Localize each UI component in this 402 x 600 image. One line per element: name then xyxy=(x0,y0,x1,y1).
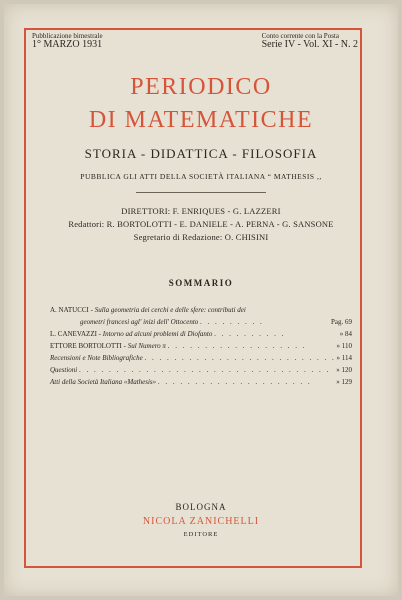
series-volume: Serie IV - Vol. XI - N. 2 xyxy=(261,39,358,50)
directors: DIRETTORI: F. ENRIQUES - G. LAZZERI xyxy=(121,206,281,216)
contents-heading: SOMMARIO xyxy=(168,278,234,288)
toc-leader: . . . . . . . . . . . . . . . . . . . . . . . . . . xyxy=(144,354,336,362)
header-right xyxy=(262,33,358,50)
toc-title: Atti della Società Italiana «Mathesis» xyxy=(50,378,157,386)
issue-date: 1° MARZO 1931 xyxy=(32,39,103,50)
toc-row xyxy=(50,379,352,391)
divider xyxy=(136,192,266,193)
toc-leader: . . . . . . . . . . . . . . . . . . . . . . . . . . . . . . . . . . xyxy=(78,366,331,374)
toc-author: A. NATUCCI - xyxy=(50,306,93,314)
toc-page: » 114 xyxy=(336,354,352,362)
toc-title: Sul Numero π xyxy=(127,342,166,350)
toc-title: geometri francesi agl' inizi dell' Ottocento xyxy=(80,318,199,326)
toc-author: L. CANEVAZZI - xyxy=(50,330,102,338)
toc-page: » 129 xyxy=(336,378,352,386)
toc-page: Pag. 69 xyxy=(331,318,352,326)
editors: Redattori: R. BORTOLOTTI - E. DANIELE - A. PERNA - G. SANSONE xyxy=(68,219,334,229)
toc-page: » 84 xyxy=(339,330,352,338)
toc-page: » 110 xyxy=(336,342,352,350)
subtitle: STORIA - DIDATTICA - FILOSOFIA xyxy=(84,146,318,161)
publisher-name: NICOLA ZANICHELLI xyxy=(142,516,260,527)
toc-author: ETTORE BORTOLOTTI - xyxy=(50,342,126,350)
toc-leader: . . . . . . . . . xyxy=(200,318,264,326)
toc-page: » 120 xyxy=(336,366,352,374)
table-of-contents xyxy=(50,307,352,391)
publication-frequency: Pubblicazione bimestrale xyxy=(32,32,103,40)
tagline: PUBBLICA GLI ATTI DELLA SOCIETÀ ITALIANA “ MATHESIS ,, xyxy=(80,172,322,181)
postal-account: Conto corrente con la Posta xyxy=(261,32,339,40)
toc-title: Questioni xyxy=(50,366,78,374)
toc-title: Recensioni e Note Bibliografiche xyxy=(50,354,143,362)
toc-leader: . . . . . . . . . . . . . . . . . . . . . xyxy=(157,378,312,386)
publisher-city: BOLOGNA xyxy=(175,502,227,512)
title-line-2: DI MATEMATICHE xyxy=(88,107,314,133)
secretary: Segretario di Redazione: O. CHISINI xyxy=(133,232,269,242)
toc-title: Sulla geometria dei cerchi e delle sfere: contributi dei xyxy=(94,306,246,314)
title-line-1: PERIODICO xyxy=(130,74,272,100)
toc-title: Intorno ad alcuni problemi di Diofanto xyxy=(102,330,213,338)
toc-leader: . . . . . . . . . . xyxy=(214,330,286,338)
header-left xyxy=(32,33,103,50)
publisher-label: EDITORE xyxy=(183,531,219,538)
toc-leader: . . . . . . . . . . . . . . . . . . . xyxy=(167,342,307,350)
